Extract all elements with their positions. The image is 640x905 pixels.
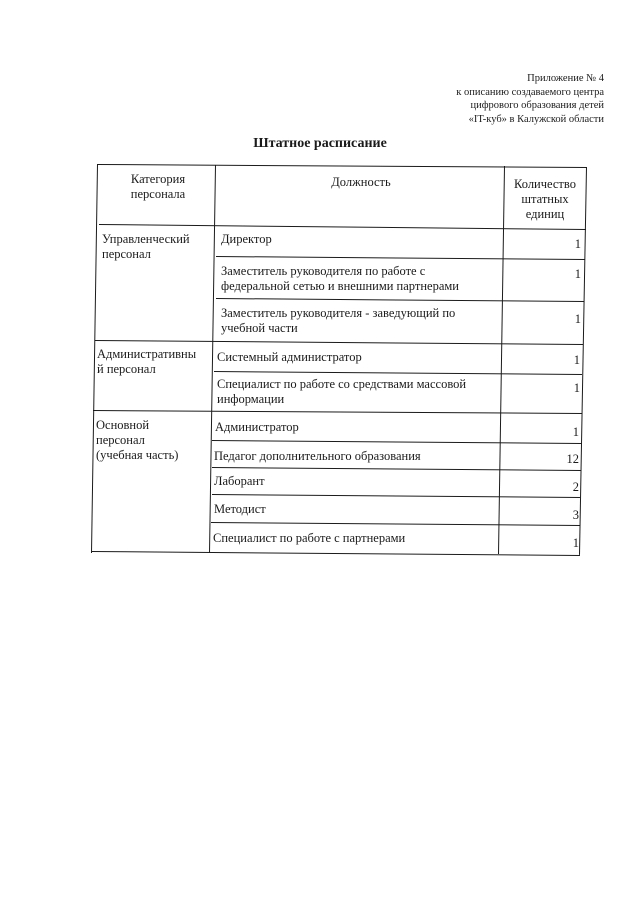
count-cell: 1 [573,353,580,367]
table-rule-horizontal [95,340,583,345]
position-line: Специалист по работе с партнерами [213,531,406,545]
count-cell: 3 [572,508,579,522]
table-rule-vertical [579,167,587,555]
header-category-line: персонала [130,187,186,201]
count-cell: 1 [574,267,581,281]
count-cell: 1 [572,425,579,439]
table-rule-horizontal [212,467,581,471]
position-line: учебной части [221,321,298,335]
category-cell [97,347,196,377]
appendix-line: «IT-куб» в Калужской области [468,113,604,125]
position-line: федеральной сетью и внешними партнерами [221,279,459,293]
position-cell [217,377,466,407]
table-rule-horizontal [214,371,582,375]
position-cell [214,474,265,489]
category-line: персонал [102,247,151,261]
position-cell [221,306,455,336]
table-rule-horizontal [216,298,584,302]
header-category-line: Категория [130,172,186,186]
position-line: Заместитель руководителя - заведующий по [221,306,456,320]
count-cell: 1 [572,536,579,550]
appendix-line: к описанию создаваемого центра [456,86,604,98]
header-count-line: штатных [521,192,569,206]
position-cell [214,502,266,517]
header-count-line: Количество [514,177,576,191]
position-line: информации [217,392,285,406]
header-position: Должность [331,175,391,189]
table-rule-horizontal [99,224,586,230]
position-line: Педагог дополнительного образования [214,449,421,463]
category-line: Управленческий [102,232,190,246]
appendix-note [456,72,604,126]
position-cell [221,232,272,247]
position-cell [217,350,362,365]
category-line: персонал [96,433,145,447]
position-cell [214,449,421,464]
position-line: Заместитель руководителя по работе с [221,264,426,278]
table-rule-horizontal [98,164,587,168]
position-line: Специалист по работе со средствами массовой [217,377,467,391]
count-cell: 1 [574,237,581,251]
header-count [505,177,585,222]
position-cell [213,531,405,546]
position-line: Директор [221,232,272,246]
category-line: (учебная часть) [96,448,179,462]
category-line: Административны [97,347,197,361]
appendix-line: Приложение № 4 [527,73,604,84]
table-rule-horizontal [216,256,585,260]
category-cell [102,232,190,262]
count-cell: 12 [566,452,579,466]
appendix-line: цифрового образования детей [470,100,604,111]
header-count-line: единиц [525,207,565,221]
position-line: Администратор [215,420,299,434]
category-line: й персонал [97,362,156,376]
table-rule-horizontal [212,440,581,444]
count-cell: 2 [572,480,579,494]
header-category [101,172,215,202]
position-cell [215,420,299,435]
category-line: Основной [96,418,150,432]
count-cell: 1 [573,381,580,395]
position-line: Системный администратор [217,350,362,364]
position-line: Методист [214,502,266,516]
count-cell: 1 [574,312,581,326]
document-title: Штатное расписание [253,136,387,151]
position-cell [221,264,459,294]
table-rule-horizontal [93,410,582,414]
position-line: Лаборант [214,474,265,488]
category-cell [96,418,178,463]
table-rule-horizontal [92,551,580,556]
